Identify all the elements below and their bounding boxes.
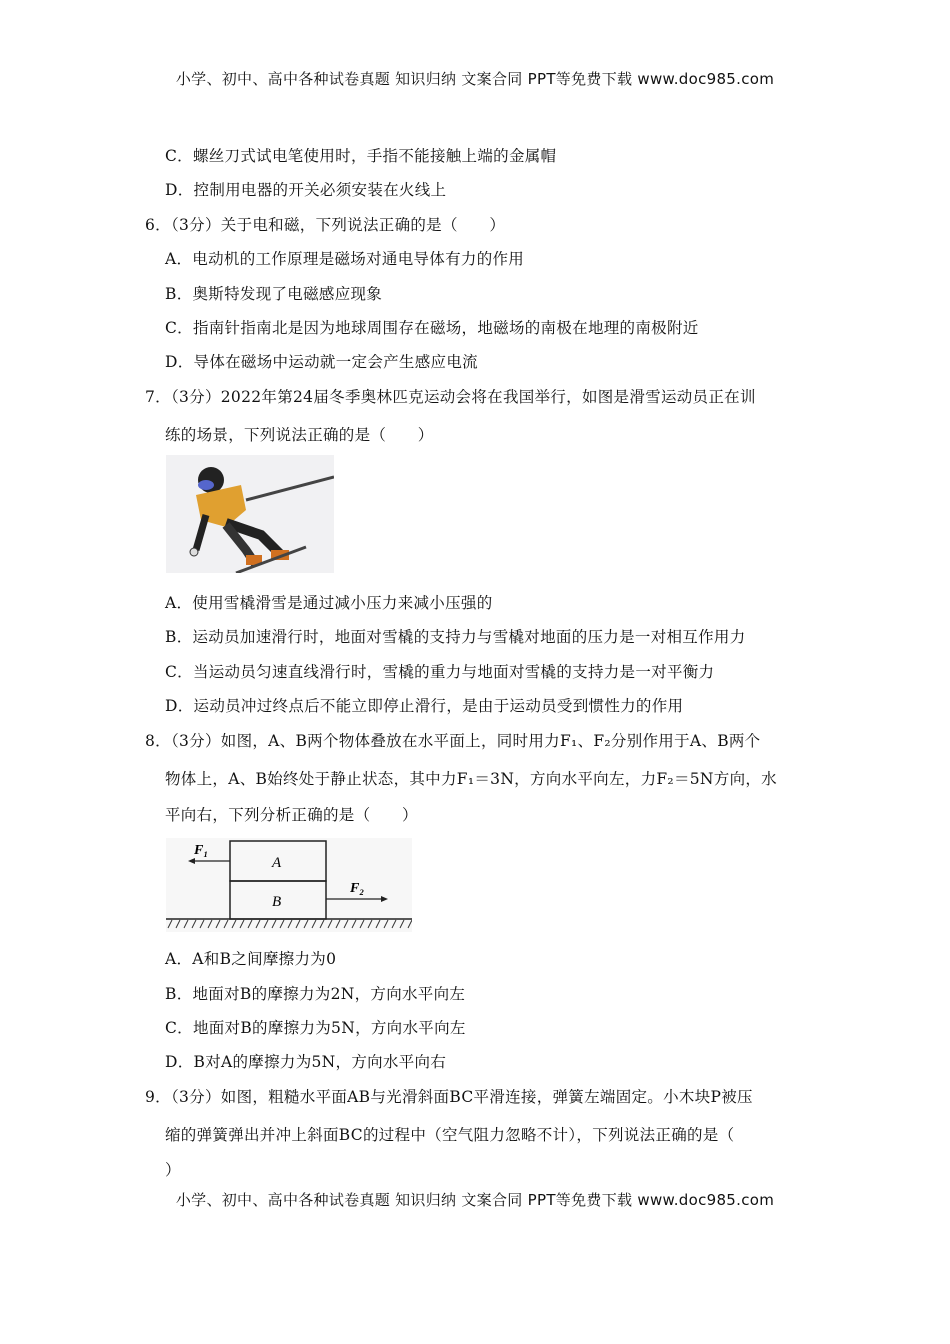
label-f1: F₁ [194, 843, 209, 858]
q7-option-c: C．当运动员匀速直线滑行时，雪橇的重力与地面对雪橇的支持力是一对平衡力 [165, 663, 715, 681]
q5-option-d: D．控制用电器的开关必须安装在火线上 [165, 181, 447, 199]
label-a: A [272, 855, 282, 871]
q6-option-d: D．导体在磁场中运动就一定会产生感应电流 [165, 353, 478, 371]
q5-option-c: C．螺丝刀式试电笔使用时，手指不能接触上端的金属帽 [165, 147, 557, 165]
q8-option-c: C．地面对B的摩擦力为5N，方向水平向左 [165, 1019, 466, 1037]
q9-stem-line2: 缩的弹簧弹出并冲上斜面BC的过程中（空气阻力忽略不计），下列说法正确的是（ [165, 1126, 735, 1144]
q9-stem-line3: ） [165, 1161, 181, 1179]
q8-option-b: B．地面对B的摩擦力为2N，方向水平向左 [165, 985, 466, 1003]
q8-stem-line1: 8．（3分）如图，A、B两个物体叠放在水平面上，同时用力F₁、F₂分别作用于A、B两个 [145, 732, 761, 750]
q6-stem: 6．（3分）关于电和磁，下列说法正确的是（ ） [145, 216, 506, 234]
q6-option-a: A．电动机的工作原理是磁场对通电导体有力的作用 [165, 250, 525, 268]
q7-option-d: D．运动员冲过终点后不能立即停止滑行，是由于运动员受到惯性力的作用 [165, 697, 684, 715]
q6-option-c: C．指南针指南北是因为地球周围存在磁场，地磁场的南极在地理的南极附近 [165, 319, 699, 337]
q7-stem-line1: 7．（3分）2022年第24届冬季奥林匹克运动会将在我国举行，如图是滑雪运动员正在训 [145, 388, 756, 406]
page-footer: 小学、初中、高中各种试卷真题 知识归纳 文案合同 PPT等免费下载 www.doc985.com [175, 1191, 775, 1209]
q7-option-b: B．运动员加速滑行时，地面对雪橇的支持力与雪橇对地面的压力是一对相互作用力 [165, 628, 746, 646]
q6-option-b: B．奥斯特发现了电磁感应现象 [165, 285, 383, 303]
blocks-diagram [166, 838, 412, 932]
page-header: 小学、初中、高中各种试卷真题 知识归纳 文案合同 PPT等免费下载 www.doc985.com [175, 70, 775, 88]
q7-stem-line2: 练的场景，下列说法正确的是（ ） [165, 426, 434, 444]
q9-stem-line1: 9．（3分）如图，粗糙水平面AB与光滑斜面BC平滑连接，弹簧左端固定。小木块P被压 [145, 1088, 753, 1106]
q8-stem-line3: 平向右，下列分析正确的是（ ） [165, 806, 418, 824]
q8-stem-line2: 物体上，A、B始终处于静止状态，其中力F₁＝3N，方向水平向左，力F₂＝5N方向，水 [165, 770, 777, 788]
skier-photo [166, 455, 334, 573]
q8-option-a: A．A和B之间摩擦力为0 [165, 950, 337, 968]
q8-option-d: D．B对A的摩擦力为5N，方向水平向右 [165, 1053, 447, 1071]
label-b: B [272, 894, 282, 910]
q7-option-a: A．使用雪橇滑雪是通过减小压力来减小压强的 [165, 594, 493, 612]
label-f2: F₂ [350, 881, 365, 896]
